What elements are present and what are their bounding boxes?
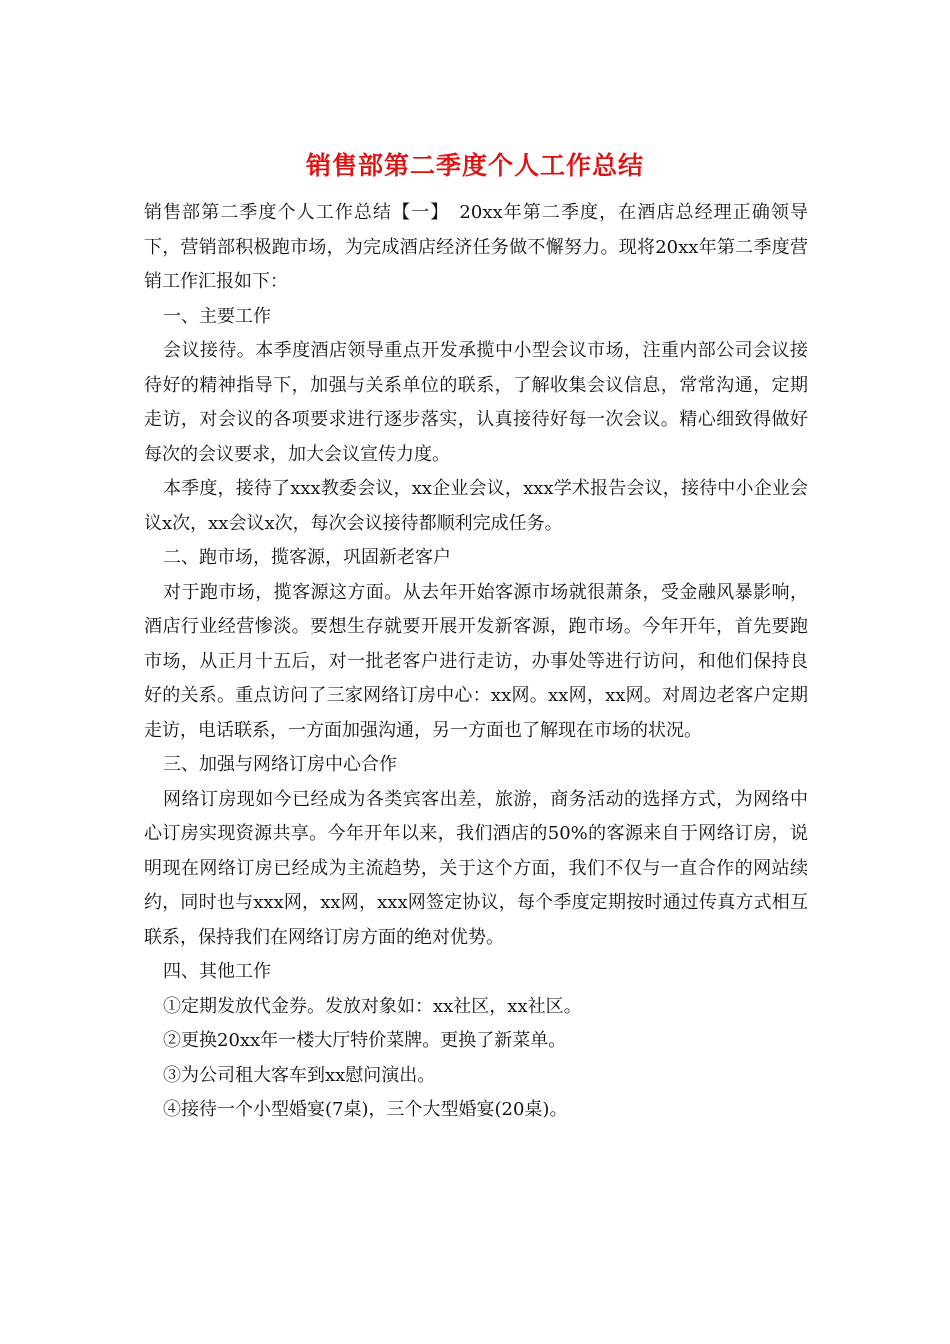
section-heading-1: 一、主要工作 — [163, 305, 271, 327]
paragraph-meetings: 会议接待。本季度酒店领导重点开发承揽中小型会议市场，注重内部公司会议接待好的精神指导下，加强与关系单位的联系，了解收集会议信息，常常沟通，定期走访，对会议的各项要求进行逐步落实，认真接待好每一次会议。精心细致得做好每次的会议要求，加大会议宣传力度。 — [144, 340, 808, 465]
section-heading-3: 三、加强与网络订房中心合作 — [163, 754, 397, 775]
list-item: ④接待一个小型婚宴(7桌)，三个大型婚宴(20桌)。 — [163, 1099, 568, 1120]
section-heading-2: 二、跑市场，揽客源，巩固新老客户 — [163, 547, 451, 568]
paragraph-meetings-hosted: 本季度，接待了xxx教委会议，xx企业会议，xxx学术报告会议，接待中小企业会议x次，xx会议x次，每次会议接待都顺利完成任务。 — [144, 478, 808, 534]
list-item: ②更换20xx年一楼大厅特价菜牌。更换了新菜单。 — [163, 1030, 567, 1051]
document-title: 销售部第二季度个人工作总结 — [305, 151, 644, 180]
intro-paragraph: 销售部第二季度个人工作总结【一】 20xx年第二季度，在酒店总经理正确领导下，营销部积极跑市场，为完成酒店经济任务做不懈努力。现将20xx年第二季度营销工作汇报如下： — [144, 202, 808, 292]
list-item: ③为公司租大客车到xx慰问演出。 — [163, 1064, 436, 1086]
list-item: ①定期发放代金券。发放对象如：xx社区，xx社区。 — [163, 995, 582, 1017]
paragraph-online-booking: 网络订房现如今已经成为各类宾客出差，旅游，商务活动的选择方式，为网络中心订房实现资源共享。今年开年以来，我们酒店的50%的客源来自于网络订房，说明现在网络订房已经成为主流趋势，关于这个方面，我们不仅与一直合作的网站续约，同时也与xxx网，xx网，xxx网签定协议，每个季度定期按时通过传真方式相互联系，保持我们在网络订房方面的绝对优势。 — [144, 788, 808, 948]
paragraph-market: 对于跑市场，揽客源这方面。从去年开始客源市场就很萧条，受金融风暴影响，酒店行业经营惨淡。要想生存就要开展开发新客源，跑市场。今年开年，首先要跑市场，从正月十五后，对一批老客户进行走访，办事处等进行访问，和他们保持良好的关系。重点访问了三家网络订房中心：xx网。xx网，xx网。对周边老客户定期走访，电话联系，一方面加强沟通，另一方面也了解现在市场的状况。 — [144, 581, 808, 741]
document-body — [144, 196, 808, 1128]
section-heading-4: 四、其他工作 — [163, 961, 271, 982]
